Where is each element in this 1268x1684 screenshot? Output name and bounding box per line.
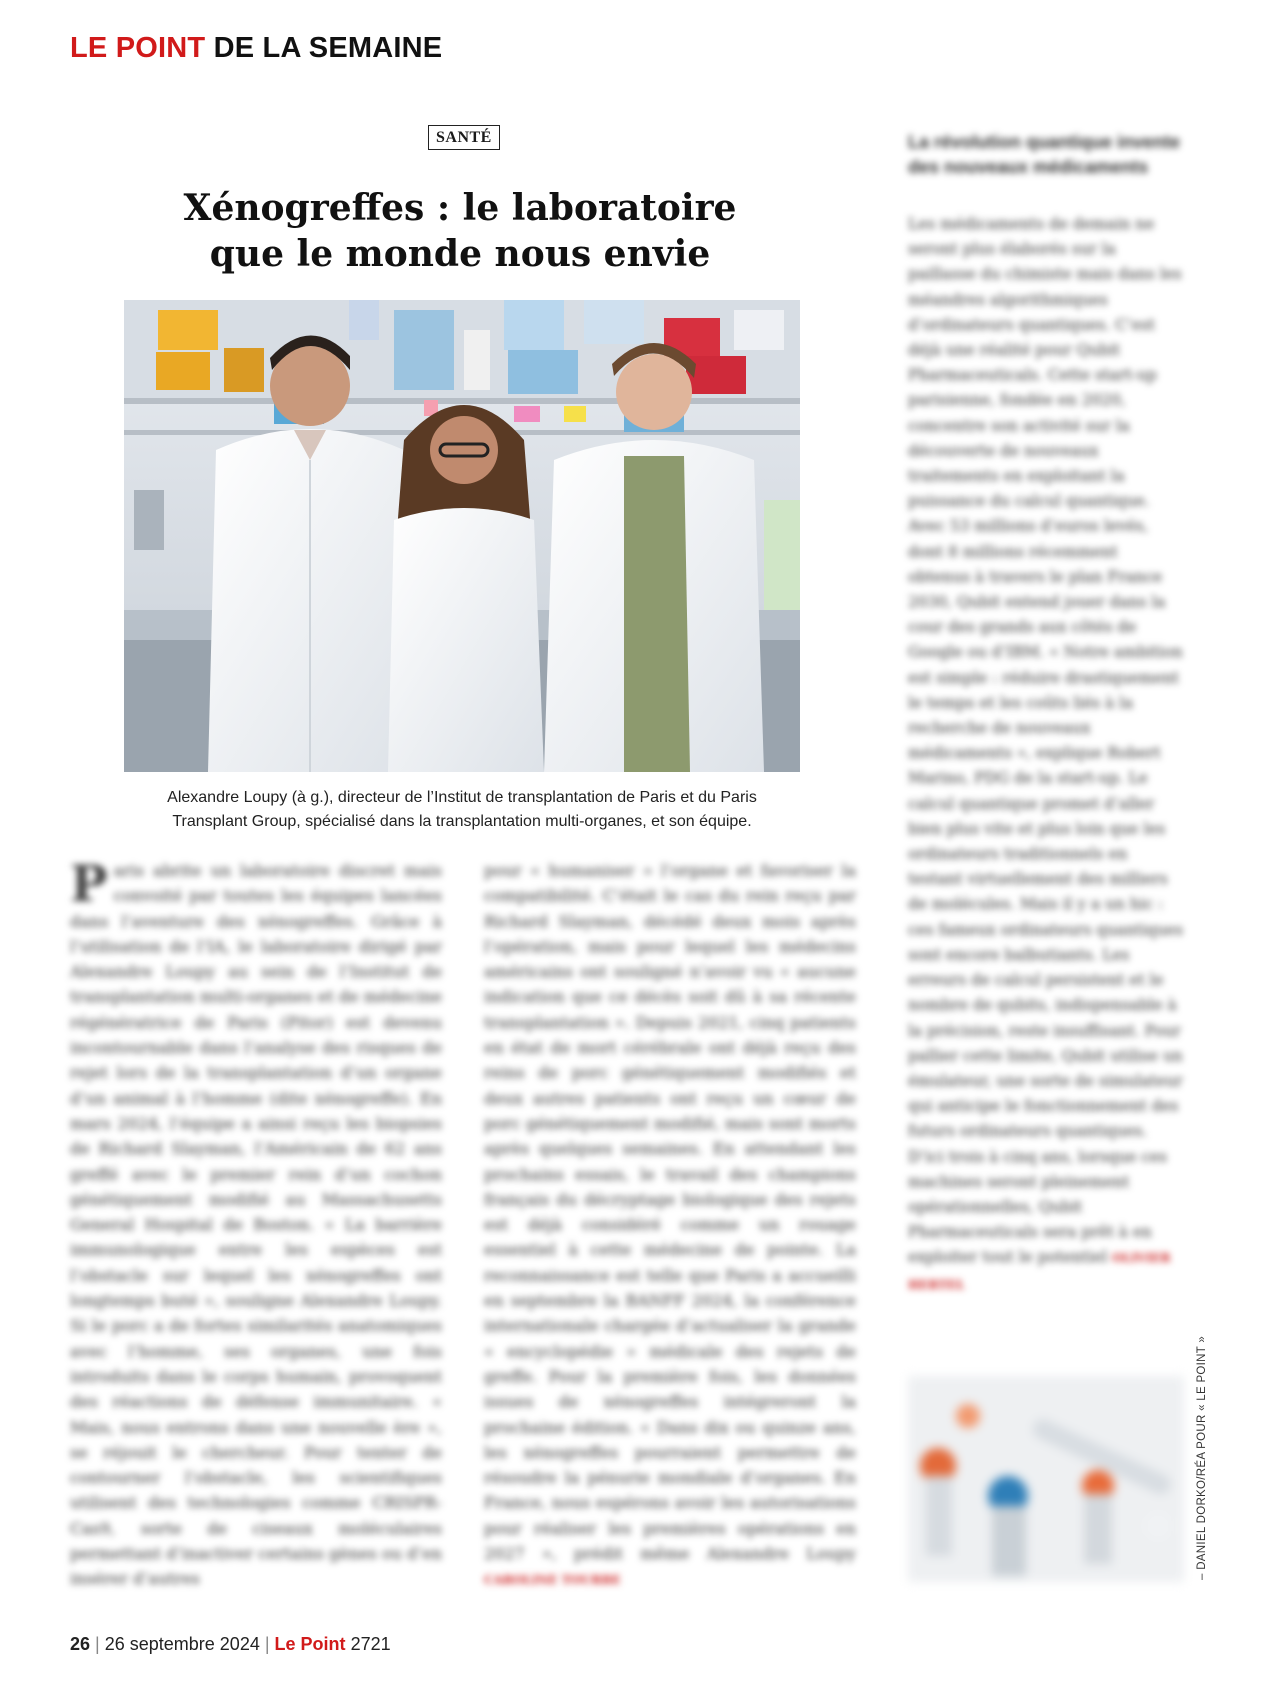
masthead xyxy=(70,32,442,65)
page-footer xyxy=(70,1634,391,1655)
author-signoff: CAROLINE TOURBE xyxy=(484,1573,621,1588)
sidebar-signoff: OLIVIER HERTEL xyxy=(908,1251,1171,1292)
masthead-brand: LE POINT xyxy=(70,32,206,64)
footer-separator: | xyxy=(95,1634,105,1654)
caption-line-1: Alexandre Loupy (à g.), directeur de l’Institut de transplantation de Paris et du Paris xyxy=(167,789,757,806)
issue-date: 26 septembre 2024 xyxy=(104,1634,260,1654)
photo-credit: – DANIEL DORKO/RÉA POUR « LE POINT » xyxy=(1196,1335,1208,1580)
page-number: 26 xyxy=(70,1634,91,1654)
article-column-1 xyxy=(70,858,442,1594)
drop-cap: P xyxy=(70,858,108,913)
headline-line-2: que le monde nous envie xyxy=(209,233,711,275)
category-tag: SANTÉ xyxy=(428,125,500,150)
footer-brand: Le Point xyxy=(274,1634,346,1654)
masthead-section: DE LA SEMAINE xyxy=(213,32,443,64)
headline-line-1: Xénogreffes : le laboratoire xyxy=(183,187,737,229)
footer-separator-2: | xyxy=(264,1634,275,1654)
sidebar-column xyxy=(908,212,1184,1362)
column-2-text: pour « humaniser » l’organe et favoriser la compatibilité. C’était le cas du rein reçu par Richard Slayman, décédé deux mois après l’opération, mais pour lequel les médecins américains ont souligné n’avoir vu « aucune indication que ce décès soit dû à sa récente transplantation ». Depuis 2021, cinq patients en état de mort cérébrale ont déjà reçu des reins de porc génétiquement modifiés et deux autres patients ont reçu un cœur de porc génétiquement modifié, mais sont morts après quelques semaines. En attendant les prochains essais, le travail des champions français du décryptage biologique des rejets est déjà considéré comme un rouage essentiel à cette médecine de pointe. La reconnaissance est telle que Paris a accueilli en septembre la BANFF 2024, la conférence internationale chargée d’actualiser la grande « encyclopédie » médicale des rejets de greffe. Pour la première fois, les données issues de xénogreffes intégreront la prochaine édition. « Dans dix ou quinze ans, les xénogreffes pourraient permettre de résoudre la pénurie mondiale d’organes. En France, nous espérons avoir les autorisations pour réaliser les premières opérations en 2027 », prédit même Alexandre Loupy xyxy=(484,861,856,1564)
article-headline xyxy=(130,185,790,277)
issue-number: 2721 xyxy=(350,1634,391,1654)
article-column-2 xyxy=(484,858,856,1594)
vials-photo xyxy=(908,1376,1184,1582)
sidebar-title: La révolution quantique invente des nouveaux médicaments xyxy=(908,132,1181,177)
caption-line-2: Transplant Group, spécialisé dans la transplantation multi-organes, et son équipe. xyxy=(172,813,752,830)
sidebar-text: Les médicaments de demain ne seront plus élaborés sur la paillasse du chimiste mais dans les méandres algorithmiques d’ordinateurs quantiques. C’est déjà une réalité pour Qubit Pharmaceuticals. Cette start-up parisienne, fondée en 2020, concentre son activité sur la découverte de nouveaux traitements en exploitant la puissance du calcul quantique. Avec 53 millions d’euros levés, dont 8 millions récemment obtenus à travers le plan France 2030, Qubit entend jouer dans la cour des grands aux côtés de Google ou d’IBM. « Notre ambition est simple : réduire drastiquement le temps et les coûts liés à la recherche de nouveaux médicaments », explique Robert Marino, PDG de la start-up. Le calcul quantique promet d’aller bien plus vite et plus loin que les ordinateurs traditionnels en testant virtuellement des milliers de molécules. Mais il y a un hic : ces fameux ordinateurs quantiques sont encore balbutiants. Les erreurs de calcul persistent et le nombre de qubits, indispensable à la précision, reste insuffisant. Pour pallier cette limite, Qubit utilise un émulateur, une sorte de simulateur qui anticipe le fonctionnement des futurs ordinateurs quantiques. D’ici trois à cinq ans, lorsque ces machines seront pleinement opérationnelles, Qubit Pharmaceuticals sera prêt à en exploiter tout le potentiel xyxy=(908,215,1184,1267)
lab-team-photo xyxy=(124,300,800,772)
photo-caption xyxy=(124,786,800,834)
column-1-text: aris abrite un laboratoire discret mais convoité par toutes les équipes lancées dans l’aventure des xénogreffes. Grâce à l’utilisation de l’IA, le laboratoire dirigé par Alexandre Loupy au sein de l’Institut de transplantation multi-organes et de médecine régénératrice de Paris (Pitor) est devenu incontournable dans l’analyse des risques de rejet lors de la transplantation d’un organe d’un animal à l’homme (dite xénogreffe). En mars 2024, l’équipe a ainsi reçu les biopsies de Richard Slayman, l’Américain de 62 ans greffé avec le premier rein d’un cochon génétiquement modifié au Massachusetts General Hospital de Boston. « La barrière immunologique entre les espèces est l’obstacle sur lequel les xénogreffes ont longtemps buté », souligne Alexandre Loupy. Si le porc a de fortes similarités anatomiques avec l’homme, ses organes, une fois introduits dans le corps humain, provoquent des réactions de défense immunitaire. « Mais, nous entrons dans une nouvelle ère », se réjouit le chercheur. Pour tenter de contourner l’obstacle, les scientifiques utilisent des technologies comme CRISPR-Cas9, sorte de ciseaux moléculaires permettant d’inactiver certains gènes ou d’en insérer d’autres xyxy=(70,861,442,1589)
